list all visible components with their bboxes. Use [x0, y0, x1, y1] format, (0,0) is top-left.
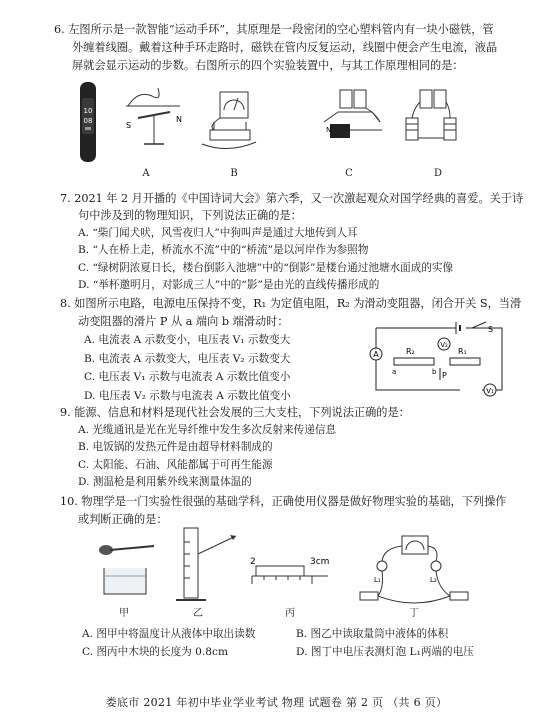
circuit-ammeter-label: A [373, 350, 379, 359]
svg-text:N: N [176, 115, 182, 124]
q10-line-2: 或判断正确的是： [78, 513, 168, 526]
q7-option-d: D. “举杯邀明月，对影成三人”中的“影”是由光的直线传播形成的 [78, 279, 380, 291]
ruler-right-label: 3cm [310, 557, 330, 567]
smart-band-figure [70, 80, 106, 164]
q8-option-a: A. 电流表 A 示数变小，电压表 V₁ 示数变大 [84, 334, 291, 346]
page-footer: 娄底市 2021 年初中毕业学业考试 物理 试题卷 第 2 页 （共 6 页） [105, 696, 448, 709]
q7-option-a: A. “柴门闻犬吠，风雪夜归人”中狗叫声是通过大地传到人耳 [78, 227, 358, 239]
q9-line-1: 9. 能源、信息和材料是现代社会发展的三大支柱，下列说法正确的是： [60, 406, 410, 419]
q10-option-b: B. 图乙中读取量筒中液体的体积 [296, 628, 449, 640]
q7-option-b: B. “人在桥上走，桥流水不流”中的“桥流”是以河岸作为参照物 [78, 244, 369, 256]
q8-option-b: B. 电流表 A 示数变大，电压表 V₂ 示数变大 [84, 353, 291, 365]
q8-option-c: C. 电压表 V₁ 示数与电流表 A 示数比值变小 [84, 371, 291, 383]
circuit-a-label: a [392, 368, 397, 376]
q10-option-a: A. 图甲中将温度计从液体中取出读数 [82, 628, 256, 640]
q9-option-d: D. 测温枪是利用紫外线来测量体温的 [78, 476, 252, 488]
svg-text:N: N [326, 126, 332, 134]
q10-label-jia: 甲 [119, 608, 129, 619]
q10-label-ding: 丁 [409, 608, 419, 619]
experiment-a-figure [118, 82, 188, 162]
q10-line-1: 10. 物理学是一门实验性很强的基础学科，正确使用仪器是做好物理实验的基础，下列操作 [60, 495, 507, 508]
q6-line-1: 6. 左图所示是一款智能“运动手环”，其原理是一段密闭的空心塑料管内有一块小磁铁，管 [54, 23, 494, 36]
experiment-c-figure [320, 82, 390, 162]
q10-option-c: C. 图丙中木块的长度为 0.8cm [82, 646, 228, 658]
q9-option-a: A. 光缆通讯是光在光导纤维中发生多次反射来传递信息 [78, 424, 337, 436]
circuit-s-label: S [488, 325, 494, 334]
circuit-v1-label: V₁ [486, 387, 494, 395]
experiment-d-figure [400, 82, 470, 162]
circuit-p-label: P [442, 371, 447, 380]
q6-label-d: D [433, 168, 443, 179]
q6-label-c: C [345, 168, 353, 179]
q6-label-a: A [142, 168, 150, 179]
q10-label-yi: 乙 [193, 608, 203, 619]
q6-label-b: B [230, 168, 238, 179]
circuit-b-label: b [432, 368, 437, 376]
q8-line-1: 8. 如图所示电路，电源电压保持不变，R₁ 为定值电阻，R₂ 为滑动变阻器，闭合开关 S，当滑 [60, 297, 522, 310]
ding-lamp1-label: L₁ [374, 576, 381, 584]
q7-option-c: C. “绿树阴浓夏日长，楼台倒影入池塘”中的“倒影”是楼台通过池塘水面成的实像 [78, 262, 454, 274]
q9-option-c: C. 太阳能、石油、风能都属于可再生能源 [78, 459, 273, 471]
circuit-v2-label: V₂ [440, 341, 448, 349]
q8-circuit-figure [362, 318, 514, 406]
svg-text:S: S [126, 121, 132, 130]
circuit-r2-label: R₂ [406, 347, 415, 356]
experiment-b-figure [198, 82, 268, 162]
q8-option-d: D. 电压表 V₂ 示数与电流表 A 示数比值变小 [84, 390, 291, 402]
ding-lamp2-label: L₂ [430, 576, 437, 584]
circuit-r1-label: R₁ [458, 347, 467, 356]
figure-jia-thermometer [92, 534, 168, 600]
q10-option-d: D. 图丁中电压表测灯泡 L₁两端的电压 [296, 646, 474, 658]
band-time-minute: 08 [83, 117, 93, 125]
ruler-left-label: 2 [250, 557, 256, 567]
band-time-hour: 10 [83, 107, 93, 115]
q9-option-b: B. 电饭锅的发热元件是由超导材料制成的 [78, 441, 273, 453]
q7-line-1: 7. 2021 年 2 月开播的《中国诗词大会》第六季，又一次激起观众对国学经典的喜爱。关于诗 [60, 192, 524, 205]
figure-ding-circuit [354, 532, 478, 612]
q6-line-2: 外缠着线圈。戴着这种手环走路时，磁铁在管内反复运动，线圈中便会产生电流，液晶 [72, 41, 498, 54]
q7-line-2: 句中涉及到的物理知识，下列说法正确的是： [78, 209, 302, 222]
q8-line-2: 动变阻器的滑片 P 从 a 端向 b 端滑动时： [78, 315, 289, 328]
figure-bing-ruler [248, 556, 338, 592]
figure-yi-cylinder [172, 522, 248, 606]
q10-label-bing: 丙 [285, 608, 295, 619]
q6-line-3: 屏就会显示运动的步数。右图所示的四个实验装置中，与其工作原理相同的是： [72, 59, 464, 72]
